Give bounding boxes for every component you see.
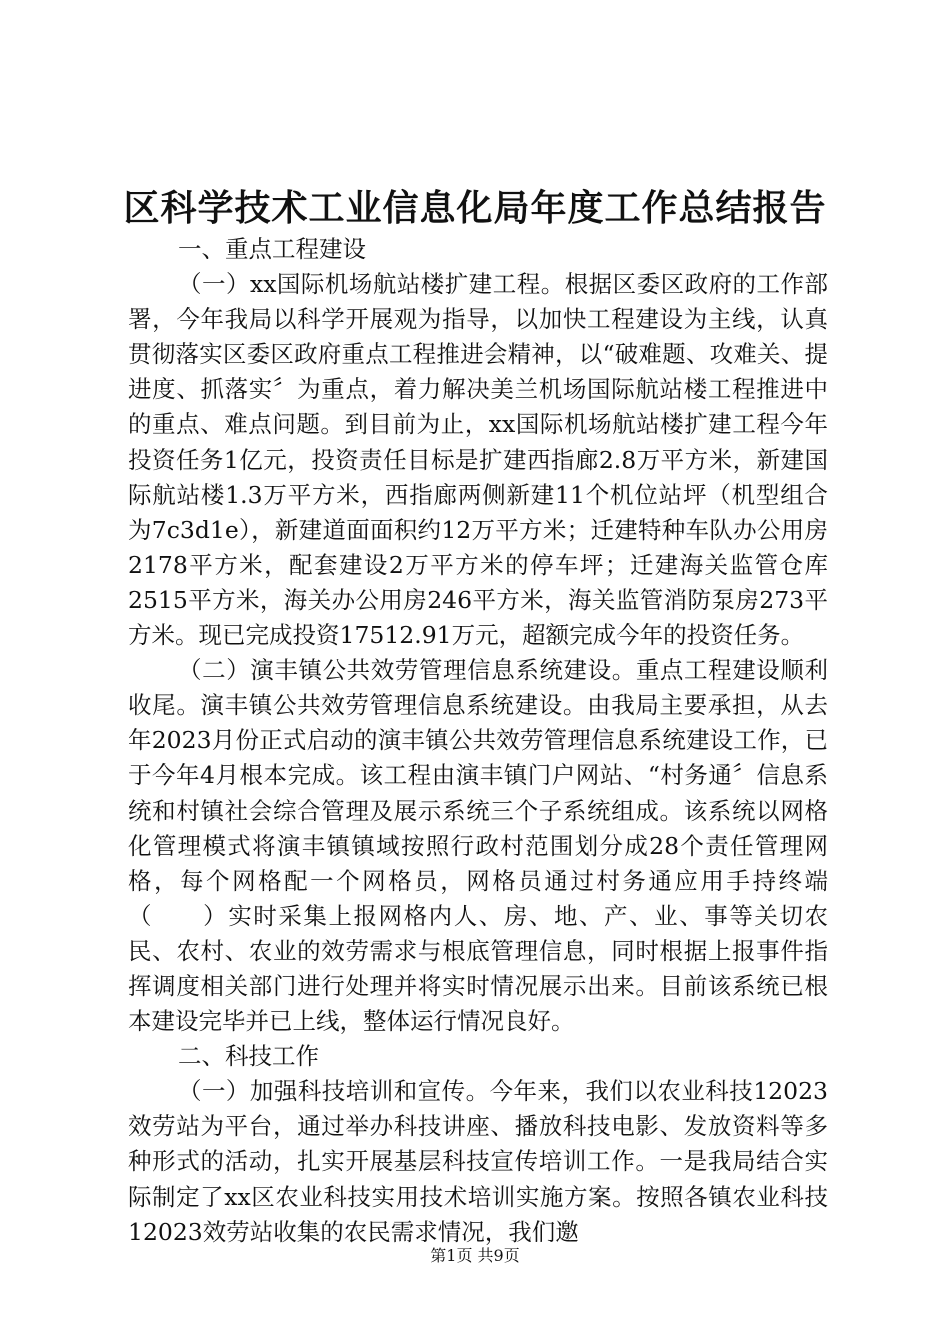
document-body — [128, 232, 828, 1250]
paragraph-tech-training: （一）加强科技培训和宣传。今年来，我们以农业科技12023效劳站为平台，通过举办科技讲座、播放科技电影、发放资料等多种形式的活动，扎实开展基层科技宣传培训工作。一是我局结合实际制定了xx区农业科技实用技术培训实施方案。按照各镇农业科技12023效劳站收集的农民需求情况，我们邀 — [128, 1077, 828, 1246]
paragraph-airport-terminal: （一）xx国际机场航站楼扩建工程。根据区委区政府的工作部署，今年我局以科学开展观为指导，以加快工程建设为主线，认真贯彻落实区委区政府重点工程推进会精神，以“破难题、攻难关、提进度、抓落实〞为重点，着力解决美兰机场国际航站楼工程推进中的重点、难点问题。到目前为止，xx国际机场航站楼扩建工程今年投资任务1亿元，投资责任目标是扩建西指廊2.8万平方米，新建国际航站楼1.3万平方米，西指廊两侧新建11个机位站坪（机型组合为7c3d1e），新建道面面积约12万平方米；迁建特种车队办公用房2178平方米，配套建设2万平方米的停车坪；迁建海关监管仓库2515平方米，海关办公用房246平方米，海关监管消防泵房273平方米。现已完成投资17512.91万元，超额完成今年的投资任务。 — [128, 270, 828, 650]
section-heading-technology-work: 二、科技工作 — [178, 1042, 319, 1071]
page-footer: 第1页 共9页 — [430, 1246, 520, 1265]
document-title: 区科学技术工业信息化局年度工作总结报告 — [123, 187, 827, 229]
section-heading-key-projects: 一、重点工程建设 — [178, 235, 366, 263]
paragraph-yanfeng-system: （二）演丰镇公共效劳管理信息系统建设。重点工程建设顺利收尾。演丰镇公共效劳管理信息系统建设。由我局主要承担，从去年2023月份正式启动的演丰镇公共效劳管理信息系统建设工作，已于今年4月根本完成。该工程由演丰镇门户网站、“村务通〞信息系统和村镇社会综合管理及展示系统三个子系统组成。该系统以网格化管理模式将演丰镇镇域按照行政村范围划分成28个责任管理网格，每个网格配一个网格员，网格员通过村务通应用手持终端（ ）实时采集上报网格内人、房、地、产、业、事等关切农民、农村、农业的效劳需求与根底管理信息，同时根据上报事件指挥调度相关部门进行处理并将实时情况展示出来。目前该系统已根本建设完毕并已上线，整体运行情况良好。 — [128, 656, 828, 1036]
